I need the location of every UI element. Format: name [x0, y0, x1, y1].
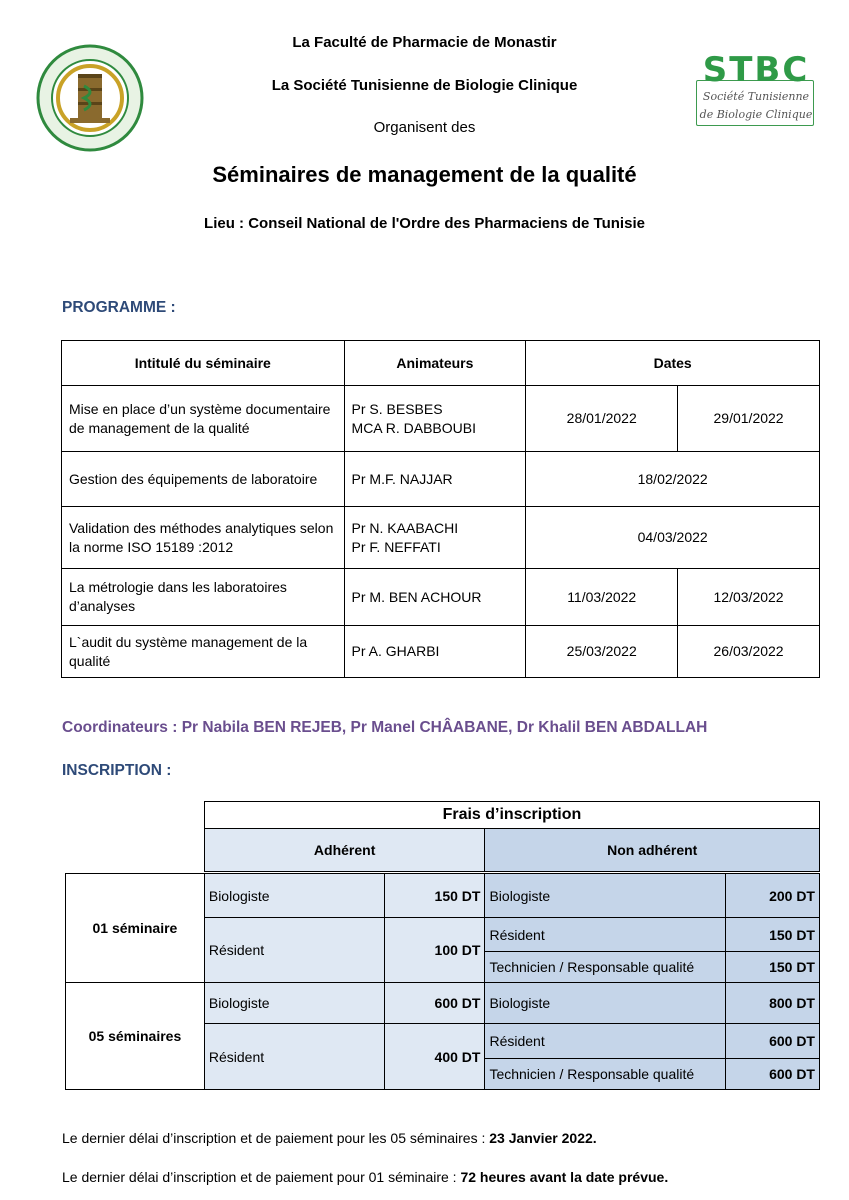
fee-price: 150 DT	[726, 952, 820, 983]
animator: Pr F. NEFFATI	[351, 538, 441, 555]
animator: MCA R. DABBOUBI	[351, 419, 476, 436]
adherent-header: Adhérent	[204, 829, 485, 872]
deadline-five	[62, 1130, 597, 1146]
seminar-title: Validation des méthodes analytiques selon la norme ISO 15189 :2012	[62, 507, 345, 569]
fee-price: 600 DT	[384, 983, 485, 1024]
fee-role: Biologiste	[204, 983, 384, 1024]
animator: Pr A. GHARBI	[351, 643, 440, 659]
fee-role: Biologiste	[485, 983, 726, 1024]
fees-title: Frais d’inscription	[204, 802, 819, 829]
programme-table	[61, 340, 820, 678]
non-adherent-header: Non adhérent	[485, 829, 820, 872]
seminar-animators	[344, 569, 526, 626]
deadline-five-date: 23 Janvier 2022.	[489, 1130, 597, 1146]
animator: Pr M.F. NAJJAR	[351, 470, 453, 487]
deadline-five-text: Le dernier délai d’inscription et de paiement pour les 05 séminaires :	[62, 1130, 490, 1146]
col-header-dates: Dates	[526, 341, 820, 386]
fee-price: 600 DT	[726, 1024, 820, 1059]
seminar-animators	[344, 386, 526, 452]
animator: Pr S. BESBES	[351, 400, 443, 417]
stbc-logo-sub2: de Biologie Clinique	[699, 108, 813, 121]
animator: Pr N. KAABACHI	[351, 519, 459, 536]
fee-price: 600 DT	[726, 1059, 820, 1090]
table-row	[62, 452, 820, 507]
stbc-logo-letters: STBC	[702, 50, 810, 90]
fees-table	[65, 801, 820, 1090]
fee-price: 400 DT	[384, 1024, 485, 1090]
animator: Pr M. BEN ACHOUR	[351, 588, 482, 605]
coordinators: Coordinateurs : Pr Nabila BEN REJEB, Pr Manel CHÂABANE, Dr Khalil BEN ABDALLAH	[62, 719, 708, 736]
fee-role: Technicien / Responsable qualité	[485, 1059, 726, 1090]
inscription-heading: INSCRIPTION :	[62, 762, 172, 779]
fees-row-label: 01 séminaire	[66, 874, 205, 983]
seminar-animators	[344, 507, 526, 569]
table-row	[62, 386, 820, 452]
seminar-title: Gestion des équipements de laboratoire	[62, 452, 345, 507]
deadline-one	[62, 1169, 668, 1185]
organizer-2: La Société Tunisienne de Biologie Clinique	[271, 77, 578, 94]
fee-price: 150 DT	[384, 874, 485, 918]
page-title: Séminaires de management de la qualité	[212, 162, 637, 187]
seminar-animators	[344, 452, 526, 507]
table-row	[62, 626, 820, 678]
seminar-title: L`audit du système management de la qualité	[62, 626, 345, 678]
fees-group-row	[66, 829, 820, 872]
faculty-logo	[34, 40, 146, 158]
deadline-one-date: 72 heures avant la date prévue.	[460, 1169, 669, 1185]
organizer-1: La Faculté de Pharmacie de Monastir	[292, 34, 557, 51]
seminar-date: 28/01/2022	[526, 386, 678, 452]
stbc-logo-sub1: Société Tunisienne	[702, 90, 810, 103]
seminar-date: 25/03/2022	[526, 626, 678, 678]
fee-price: 800 DT	[726, 983, 820, 1024]
seminar-date: 18/02/2022	[526, 452, 820, 507]
seminar-date: 04/03/2022	[526, 507, 820, 569]
fee-role: Résident	[204, 918, 384, 983]
table-row	[62, 569, 820, 626]
programme-heading: PROGRAMME :	[62, 299, 176, 316]
fee-role: Résident	[485, 1024, 726, 1059]
seminar-date: 11/03/2022	[526, 569, 678, 626]
fee-price: 100 DT	[384, 918, 485, 983]
venue: Lieu : Conseil National de l'Ordre des Pharmaciens de Tunisie	[204, 215, 645, 232]
seminar-title: La métrologie dans les laboratoires d’analyses	[62, 569, 345, 626]
table-row	[66, 983, 820, 1024]
seminar-title: Mise en place d’un système documentaire de management de la qualité	[62, 386, 345, 452]
fee-price: 150 DT	[726, 918, 820, 952]
seminar-animators	[344, 626, 526, 678]
fees-row-label: 05 séminaires	[66, 983, 205, 1090]
col-header-animators: Animateurs	[344, 341, 526, 386]
organise-des: Organisent des	[373, 119, 476, 136]
fee-price: 200 DT	[726, 874, 820, 918]
seminar-date: 26/03/2022	[678, 626, 820, 678]
fee-role: Résident	[204, 1024, 384, 1090]
table-row	[62, 507, 820, 569]
table-row	[66, 874, 820, 918]
fees-title-row	[66, 802, 820, 829]
seminar-date: 12/03/2022	[678, 569, 820, 626]
programme-header-row	[62, 341, 820, 386]
deadline-one-text: Le dernier délai d’inscription et de paiement pour 01 séminaire :	[62, 1169, 461, 1185]
fee-role: Biologiste	[204, 874, 384, 918]
seminar-date: 29/01/2022	[678, 386, 820, 452]
fee-role: Résident	[485, 918, 726, 952]
fee-role: Technicien / Responsable qualité	[485, 952, 726, 983]
col-header-title: Intitulé du séminaire	[62, 341, 345, 386]
fee-role: Biologiste	[485, 874, 726, 918]
